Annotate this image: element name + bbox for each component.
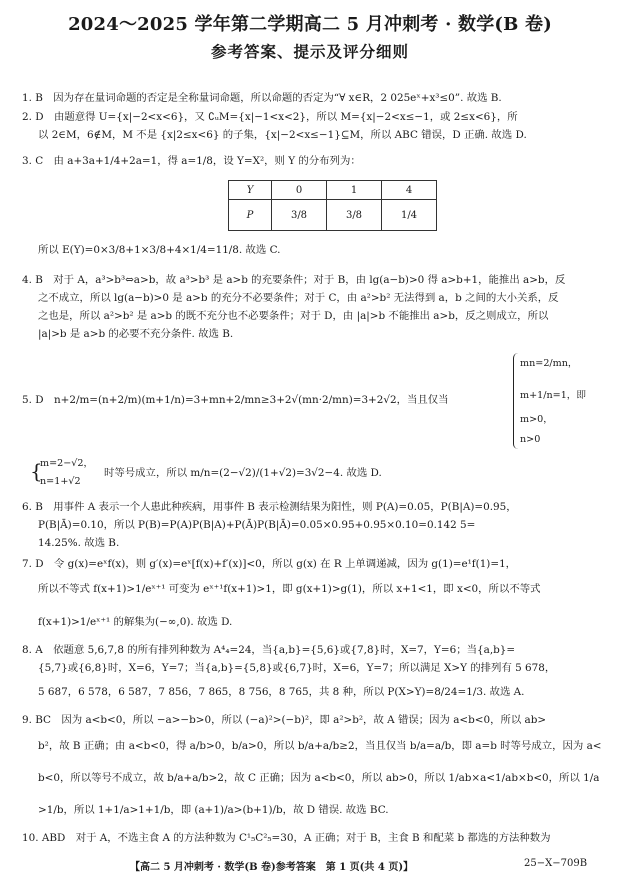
page-footer: 【高二 5 月冲刺考 · 数学(B 卷)参考答案 第 1 页(共 4 页)】 [130,862,414,873]
table-cell: 3/8 [272,200,327,231]
table-row-label: Y [229,181,272,200]
answer-8-line-3: 5 687，6 578，6 587，7 856，7 865，8 756，8 765，共 8 种，所以 P(X>Y)=8/24=1/3. 故选 A. [38,686,525,698]
answer-5-system-1: mn=2/mn， [520,358,578,369]
brace-symbol [513,353,518,449]
answer-3-line-2: 所以 E(Y)=0×3/8+1×3/8+4×1/4=11/8. 故选 C. [38,244,281,256]
answer-9-line-2: b²，故 B 正确；由 a<b<0，得 a/b>0，b/a>0，所以 b/a+a/b≥2，当且仅当 b/a=a/b，即 a=b 时等号成立，因为 a< [38,740,602,752]
document-code: 25−X−709B [524,858,588,869]
table-cell: 3/8 [327,200,382,231]
answer-5-system-4: n>0 [520,434,541,445]
table-row [229,181,437,200]
table-row-label: P [229,200,272,231]
answer-6-line-2: P(B|Ā)=0.10，所以 P(B)=P(A)P(B|A)+P(Ā)P(B|Ā)=0.05×0.95+0.95×0.10=0.142 5= [38,519,476,531]
answer-2-line-2: 以 2∈M，6∉M，M 不是 {x|2≤x<6} 的子集，{x|−2<x≤−1}⊆M，所以 ABC 错误，D 正确. 故选 D. [38,129,527,141]
answer-5-system-2: m+1/n=1，即 [520,390,586,401]
answer-7-line-2: 所以不等式 f(x+1)>1/eˣ⁺¹ 可变为 eˣ⁺¹f(x+1)>1，即 g(x+1)>g(1)，所以 x+1<1，即 x<0，所以不等式 [38,583,541,595]
answer-5-system-3: m>0， [520,414,553,425]
answer-6-line-3: 14.25%. 故选 B. [38,537,120,549]
answer-8-line-1: 8. A 依题意 5,6,7,8 的所有排列种数为 A⁴₄=24，当{a,b}={5,6}或{7,8}时，X=7，Y=6；当{a,b}= [22,644,516,656]
answer-5-line-2: 时等号成立，所以 m/n=(2−√2)/(1+√2)=3√2−4. 故选 D. [104,467,382,479]
answer-5-line-1: 5. D n+2/m=(n+2/m)(m+1/n)=3+mn+2/mn≥3+2√(mn·2/mn)=3+2√2，当且仅当 [22,394,449,406]
answer-5-cond-1: m=2−√2， [40,458,94,469]
answer-3-line-1: 3. C 由 a+3a+1/4+2a=1，得 a=1/8，设 Y=X²，则 Y 的分布列为： [22,155,361,167]
answer-10-line-1: 10. ABD 对于 A，不选主食 A 的方法种数为 C¹₅C²₅=30，A 正确；对于 B，主食 B 和配菜 b 都选的方法种数为 [22,832,551,844]
page-subtitle: 参考答案、提示及评分细则 [210,43,409,61]
answer-6-line-1: 6. B 用事件 A 表示一个人患此种疾病，用事件 B 表示检测结果为阳性，则 P(A)=0.05，P(B|A)=0.95， [22,501,517,513]
answer-4-line-1: 4. B 对于 A，a³>b³⇔a>b，故 a³>b³ 是 a>b 的充要条件；对于 B，由 lg(a−b)>0 得 a>b+1，能推出 a>b，反 [22,274,566,286]
answer-5-cond-2: n=1+√2 [40,476,81,487]
distribution-table [228,180,437,231]
page-title: 2024～2025 学年第二学期高二 5 月冲刺考 · 数学(B 卷) [68,14,552,35]
answer-4-line-3: 之也是，所以 a²>b² 是 a>b 的既不充分也不必要条件；对于 D，由 |a|>b 不能推出 a>b，反之则成立，所以 [38,310,549,322]
answer-4-line-2: 之不成立，所以 lg(a−b)>0 是 a>b 的充分不必要条件；对于 C，由 a²>b² 无法得到 a，b 之间的大小关系，反 [38,292,559,304]
table-cell: 1/4 [382,200,437,231]
answer-2-line-1: 2. D 由题意得 U={x|−2<x<6}，又 ∁ᵤM={x|−1<x<2}，所以 M={x|−2<x≤−1，或 2≤x<6}，所 [22,111,518,123]
table-cell: 0 [272,181,327,200]
answer-7-line-3: f(x+1)>1/eˣ⁺¹ 的解集为(−∞,0). 故选 D. [38,616,233,628]
table-cell: 1 [327,181,382,200]
table-cell: 4 [382,181,437,200]
answer-7-line-1: 7. D 令 g(x)=eˣf(x)，则 g′(x)=eˣ[f(x)+f′(x)]<0，所以 g(x) 在 R 上单调递减，因为 g(1)=e¹f(1)=1， [22,558,517,570]
answer-8-line-2: {5,7}或{6,8}时，X=6，Y=7；当{a,b}={5,8}或{6,7}时，X=6，Y=7；所以满足 X>Y 的排列有 5 678， [38,662,556,674]
answer-9-line-4: >1/b，所以 1+1/a>1+1/b，即 (a+1)/a>(b+1)/b，故 D 错误. 故选 BC. [38,804,389,816]
answer-9-line-1: 9. BC 因为 a<b<0，所以 −a>−b>0，所以 (−a)²>(−b)²，即 a²>b²，故 A 错误；因为 a<b<0，所以 ab> [22,714,547,726]
answer-4-line-4: |a|>b 是 a>b 的必要不充分条件. 故选 B. [38,328,234,340]
answer-1-line-1: 1. B 因为存在量词命题的否定是全称量词命题，所以命题的否定为“∀ x∈R，2 025eˣ+x³≤0”. 故选 B. [22,92,502,104]
brace-symbol: { [30,459,43,483]
table-row [229,200,437,231]
answer-9-line-3: b<0，所以等号不成立，故 b/a+a/b>2，故 C 正确；因为 a<b<0，所以 ab>0，所以 1/ab×a<1/ab×b<0，所以 1/a [38,772,600,784]
